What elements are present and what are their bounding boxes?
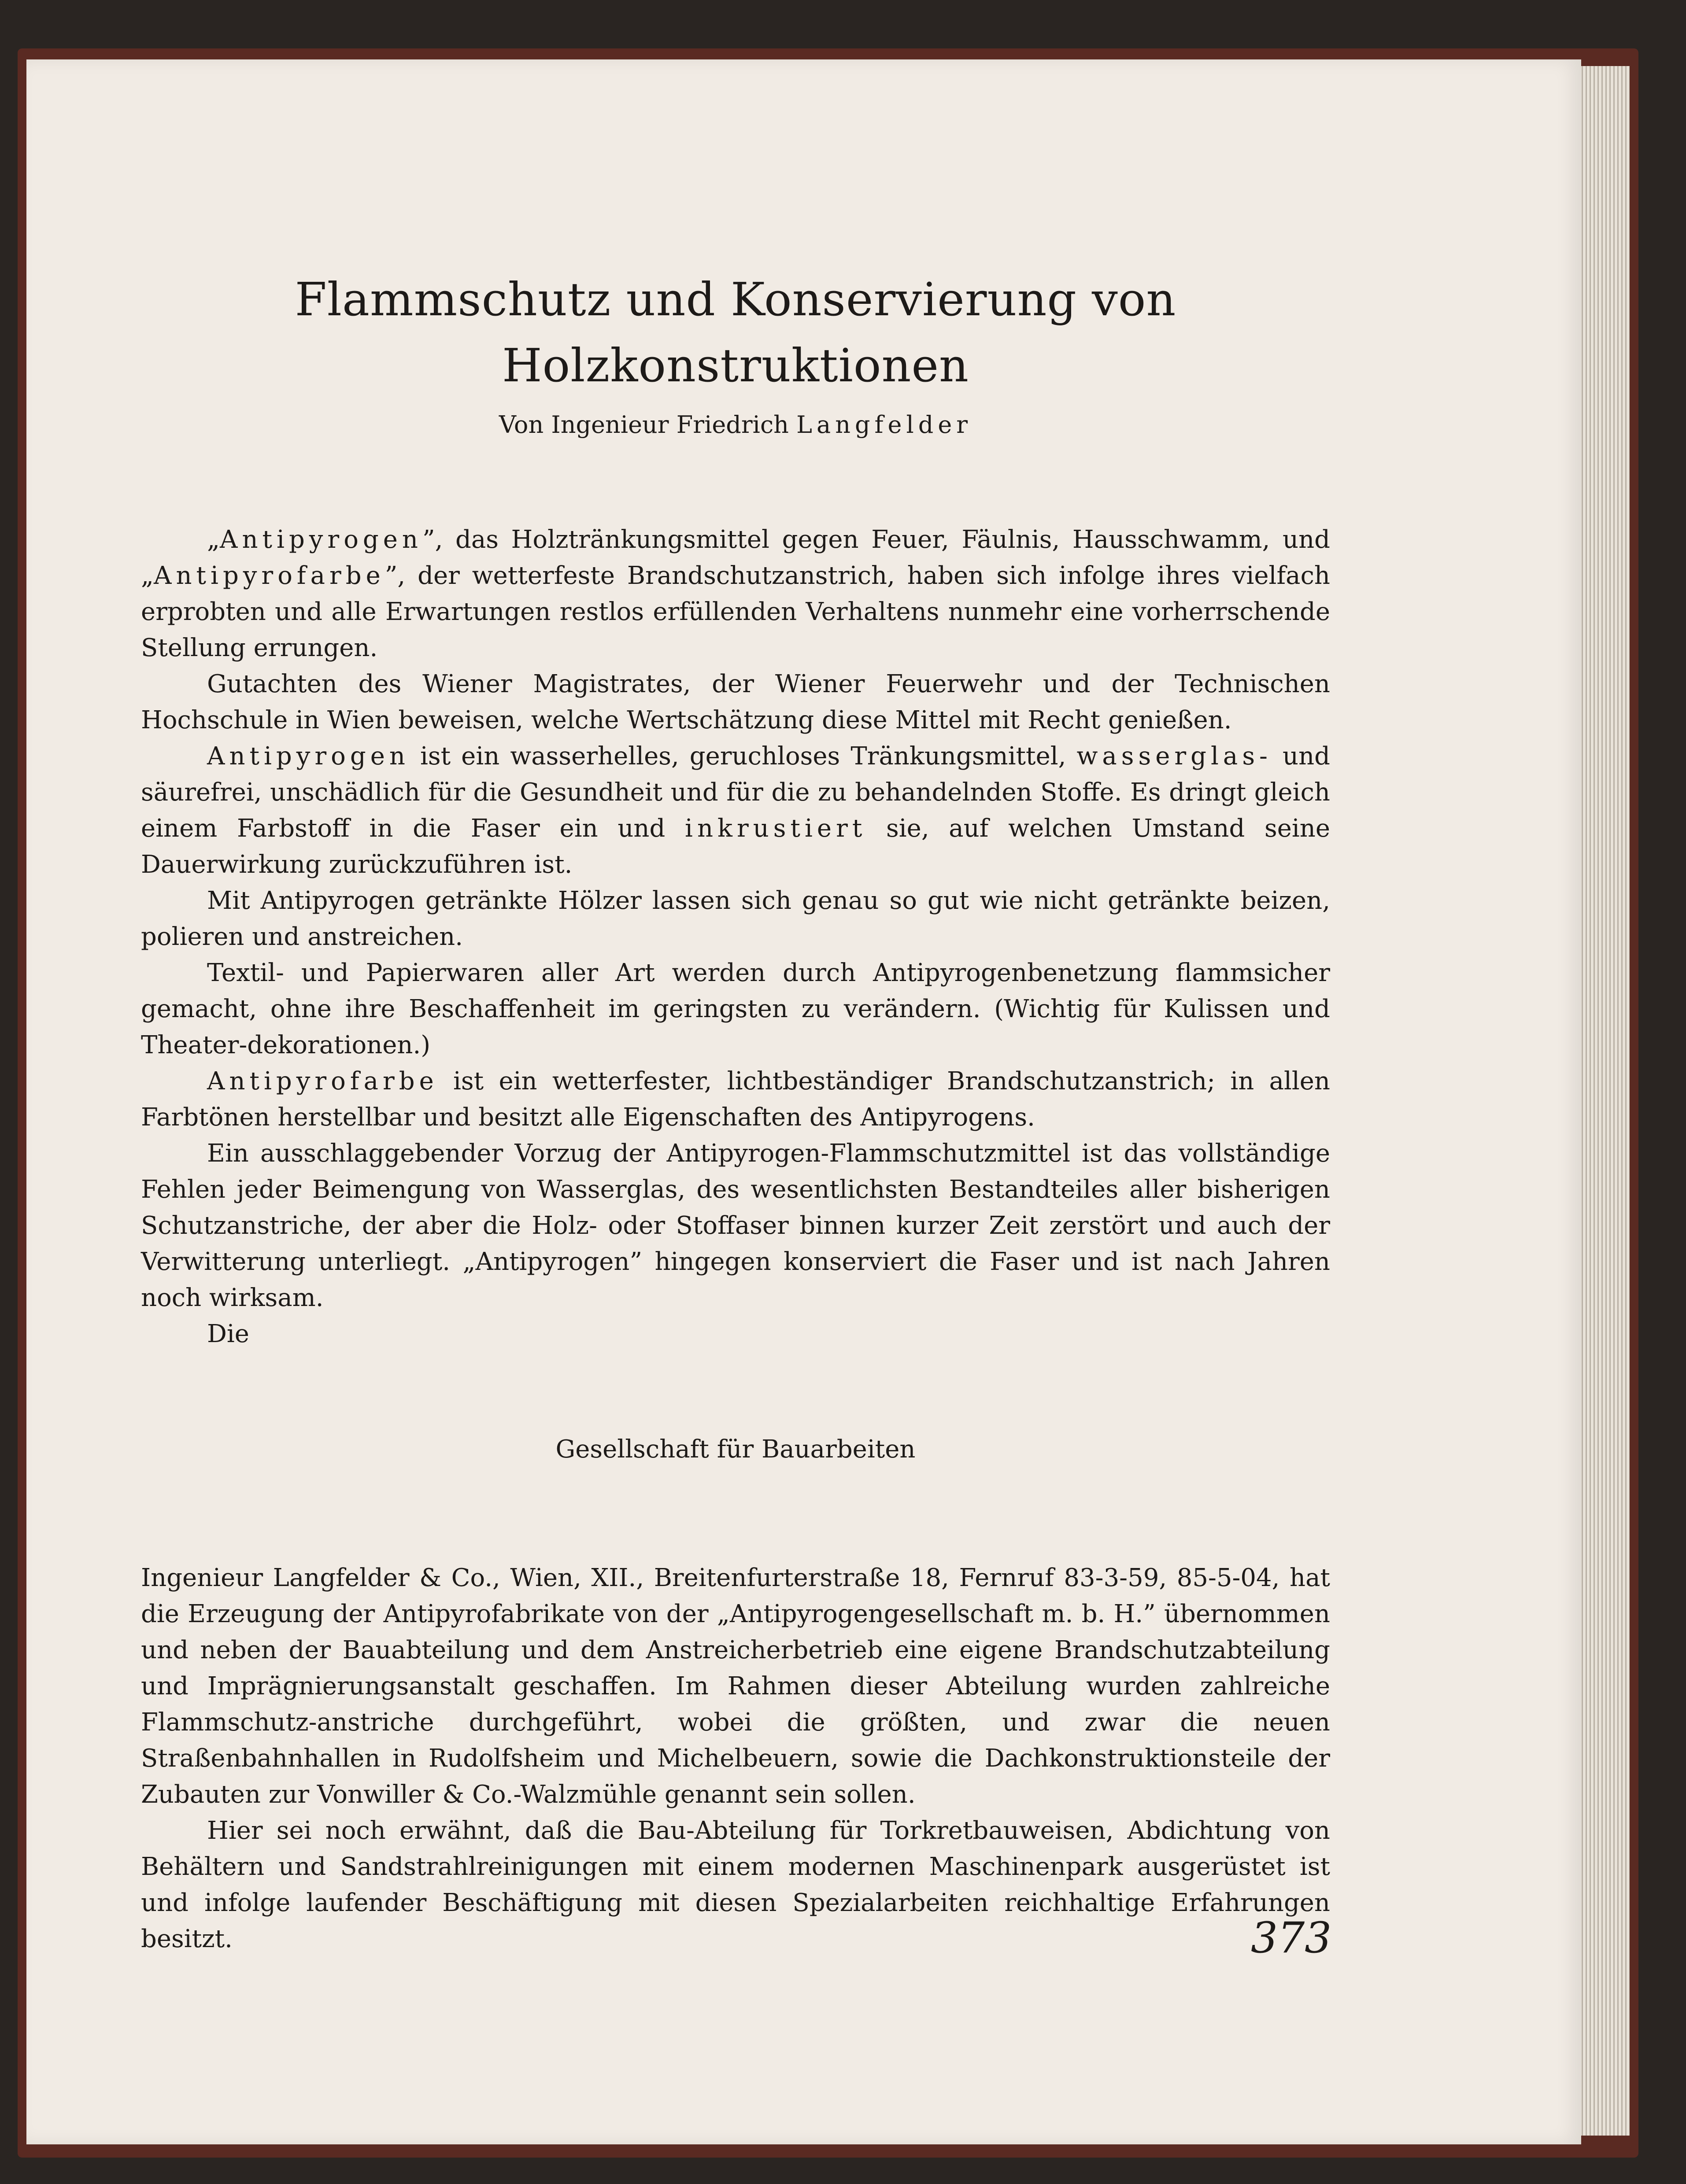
paragraph-3-text-a: ist ein wasserhelles, geruchloses Tränkungsmittel, <box>409 742 1077 771</box>
paragraph-10: Hier sei noch erwähnt, daß die Bau-Abteilung für Torkretbauweisen, Abdichtung von Behältern und Sandstrahlreinigungen mit einem modernen Maschinenpark ausgerüstet ist und infolge laufender Beschäftigung mit diesen Spezialarbeiten reichhaltige Erfahrungen besitzt. <box>141 1816 1330 1953</box>
page-number: 373 <box>1251 1913 1332 1963</box>
term-antipyrogen: Antipyrogen <box>207 742 410 771</box>
paragraph-8: Die <box>207 1320 249 1348</box>
paragraph-7: Ein ausschlaggebender Vorzug der Antipyrogen-Flammschutzmittel ist das vollständige Fehlen jeder Beimengung von Wasserglas, des wesentlichsten Bestandteiles aller bisherigen Schutzanstriche, der aber die Holz- oder Stoffaser binnen kurzer Zeit zerstört und auch der Verwitterung unterliegt. „Antipyrogen” hingegen konserviert die Faser und ist nach Jahren noch wirksam. <box>141 1139 1330 1312</box>
term-inkrustiert: inkrustiert <box>685 814 867 843</box>
article <box>141 266 1330 1957</box>
article-body <box>141 522 1330 1957</box>
paragraph-3-text-c: sie, auf welchen Umstand seine Dauerwirkung zurückzuführen ist. <box>141 814 1331 879</box>
paragraph-9: Ingenieur Langfelder & Co., Wien, XII., Breitenfurterstraße 18, Fernruf 83-3-59, 85-5-04, hat die Erzeugung der Antipyrofabrikate von der „Antipyrogengesellschaft m. b. H.” übernommen und neben der Bauabteilung und dem Anstreicherbetrieb eine eigene Brandschutzabteilung und Imprägnierungsanstalt geschaffen. Im Rahmen dieser Abteilung wurden zahlreiche Flammschutz-anstriche durchgeführt, wobei die größten, und zwar die neuen Straßenbahnhallen in Rudolfsheim und Michelbeuern, sowie die Dachkonstruktionsteile der Zubauten zur Vonwiller & Co.-Walzmühle genannt sein sollen. <box>141 1564 1330 1809</box>
paragraph-4: Mit Antipyrogen getränkte Hölzer lassen sich genau so gut wie nicht getränkte beizen, polieren und anstreichen. <box>141 886 1330 951</box>
paragraph-5: Textil- und Papierwaren aller Art werden durch Antipyrogenbenetzung flammsicher gemacht, ohne ihre Beschaffenheit im geringsten zu verändern. (Wichtig für Kulissen und Theater-dekorationen.) <box>141 959 1330 1059</box>
paragraph-1 <box>141 522 1330 666</box>
term-antipyrofarbe: Antipyrofarbe <box>154 561 385 590</box>
company-name: Gesellschaft für Bauarbeiten <box>555 1435 916 1464</box>
paragraph-6-text: ist ein wetterfester, lichtbeständiger Brandschutzanstrich; in allen Farbtönen herstellbar und besitzt alle Eigenschaften des Antipyrogens. <box>141 1067 1330 1132</box>
title-line-2: Holzkonstruktionen <box>502 339 969 392</box>
paragraph-3 <box>141 738 1330 883</box>
term-antipyrofarbe: Antipyrofarbe <box>207 1067 438 1096</box>
book-page <box>26 59 1581 2144</box>
term-antipyrogen: Antipyrogen <box>220 525 422 554</box>
paragraph-6 <box>141 1063 1330 1136</box>
term-wasserglas: wasserglas- <box>1076 742 1272 771</box>
article-title <box>141 266 1330 398</box>
author-name: Langfelder <box>796 411 972 439</box>
byline-prefix: Von Ingenieur Friedrich <box>499 411 797 439</box>
paragraph-1-text-a: ”, das Holztränkungsmittel gegen Feuer, Fäulnis, Hausschwamm, und „ <box>141 525 1330 590</box>
byline <box>141 407 1330 443</box>
paragraph-3-text-b: und säurefrei, unschädlich für die Gesundheit und für die zu behandelnden Stoffe. Es dringt gleich einem Farbstoff in die Faser ein und <box>141 742 1331 843</box>
quote-open: „ <box>207 525 220 554</box>
paragraph-2: Gutachten des Wiener Magistrates, der Wiener Feuerwehr und der Technischen Hochschule in Wien beweisen, welche Wertschätzung diese Mittel mit Recht genießen. <box>141 670 1330 734</box>
paragraph-1-text-b: ”, der wetterfeste Brandschutzanstrich, haben sich infolge ihres vielfach erprobten und alle Erwartungen restlos erfüllenden Verhaltens nunmehr eine vorherrschende Stellung errungen. <box>141 561 1330 662</box>
title-line-1: Flammschutz und Konservierung von <box>295 273 1176 326</box>
